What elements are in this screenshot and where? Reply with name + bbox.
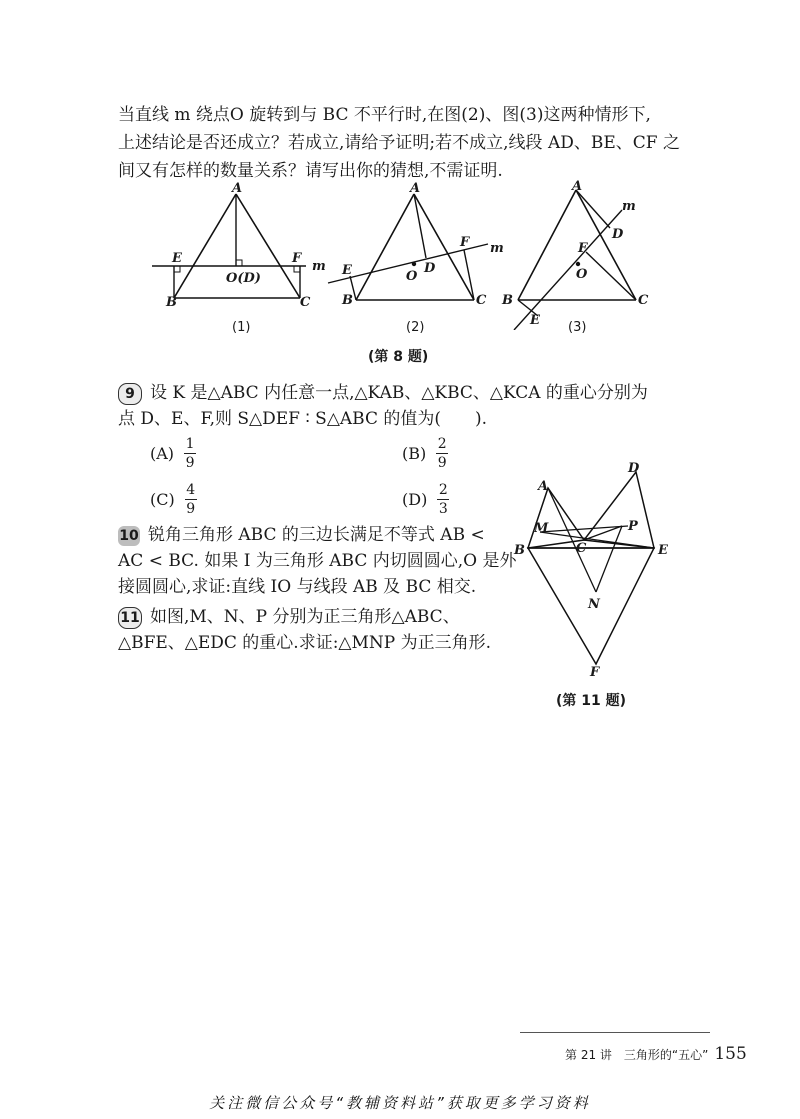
q10-line-1 bbox=[118, 522, 518, 548]
q9-option-c bbox=[150, 482, 197, 517]
q11-text-1: 如图,M、N、P 分别为正三角形△ABC、 bbox=[150, 607, 460, 627]
page-footer bbox=[565, 1044, 747, 1064]
option-fraction: $\frac{2}{9}$ bbox=[437, 436, 447, 471]
lecture-title: 第 21 讲 三角形的“五心” bbox=[565, 1048, 709, 1062]
fig11-caption: (第 11 题) bbox=[556, 693, 627, 709]
q9-option-a bbox=[150, 436, 196, 471]
label-E: E bbox=[530, 313, 540, 328]
label-C: C bbox=[576, 541, 587, 556]
option-fraction: $\frac{1}{9}$ bbox=[185, 436, 195, 471]
intro-line-2: 上述结论是否还成立？若成立,请给予证明;若不成立,线段 AD、BE、CF 之 bbox=[118, 133, 680, 153]
label-m: m bbox=[312, 259, 326, 274]
label-C: C bbox=[476, 293, 487, 308]
footer-rule bbox=[520, 1032, 710, 1033]
q9-line-1 bbox=[118, 380, 698, 406]
label-F: F bbox=[578, 241, 588, 256]
option-label: (D) bbox=[402, 490, 428, 509]
fig8-sub3: (3) bbox=[568, 320, 587, 335]
label-OD: O(D) bbox=[226, 271, 261, 286]
watermark: 关注微信公众号“教辅资料站”获取更多学习资料 bbox=[209, 1094, 591, 1112]
label-C: C bbox=[300, 295, 311, 310]
label-N: N bbox=[588, 597, 600, 612]
q10-number: 10 bbox=[119, 528, 139, 544]
figure-8-3 bbox=[498, 180, 668, 330]
label-A: A bbox=[538, 479, 549, 494]
option-label: (C) bbox=[150, 490, 175, 509]
option-label: (A) bbox=[150, 444, 175, 463]
q9-text-1: 设 K 是△ABC 内任意一点,△KAB、△KBC、△KCA 的重心分别为 bbox=[150, 383, 648, 403]
label-E: E bbox=[658, 543, 668, 558]
q9-option-b bbox=[402, 436, 448, 471]
label-B: B bbox=[342, 293, 353, 308]
label-F: F bbox=[292, 251, 302, 266]
intro-line-3: 间又有怎样的数量关系？请写出你的猜想,不需证明. bbox=[118, 161, 503, 181]
label-E: E bbox=[172, 251, 182, 266]
label-B: B bbox=[502, 293, 513, 308]
q9-number: 9 bbox=[118, 383, 142, 405]
q11-number: 11 bbox=[118, 607, 142, 629]
label-O: O bbox=[576, 267, 588, 282]
label-F: F bbox=[590, 665, 600, 680]
q9-option-d bbox=[402, 482, 449, 517]
q11-line-1 bbox=[118, 604, 518, 630]
label-A: A bbox=[410, 181, 421, 196]
label-C: C bbox=[638, 293, 649, 308]
fig8-caption: (第 8 题) bbox=[368, 349, 429, 365]
figure-8-2 bbox=[320, 180, 510, 310]
intro-line-1: 当直线 m 绕点O 旋转到与 BC 不平行时,在图(2)、图(3)这两种情形下, bbox=[118, 105, 651, 125]
q10-text-1: 锐角三角形 ABC 的三边长满足不等式 AB < bbox=[148, 525, 485, 545]
option-label: (B) bbox=[402, 444, 427, 463]
figure-11 bbox=[510, 460, 680, 680]
label-E: E bbox=[342, 263, 352, 278]
label-M: M bbox=[534, 521, 549, 536]
page-number: 155 bbox=[714, 1044, 747, 1064]
label-A: A bbox=[232, 181, 243, 196]
q10-line-3: 接圆圆心,求证:直线 IO 与线段 AB 及 BC 相交. bbox=[118, 577, 477, 597]
label-D: D bbox=[612, 227, 624, 242]
label-m: m bbox=[622, 199, 636, 214]
q9-line-2: 点 D、E、F,则 S△DEF ∶ S△ABC 的值为( ). bbox=[118, 409, 488, 429]
fig8-sub2: (2) bbox=[406, 320, 425, 335]
label-A: A bbox=[572, 180, 583, 194]
option-fraction: $\frac{4}{9}$ bbox=[186, 482, 196, 517]
label-B: B bbox=[514, 543, 525, 558]
label-D: D bbox=[628, 461, 640, 476]
label-D: D bbox=[424, 261, 436, 276]
label-m: m bbox=[490, 241, 504, 256]
label-B: B bbox=[166, 295, 177, 310]
q10-line-2: AC < BC. 如果 I 为三角形 ABC 内切圆圆心,O 是外 bbox=[118, 551, 517, 571]
fig8-sub1: (1) bbox=[232, 320, 251, 335]
option-fraction: $\frac{2}{3}$ bbox=[438, 482, 448, 517]
label-P: P bbox=[628, 519, 638, 534]
figure-8-1 bbox=[148, 180, 338, 310]
q11-line-2: △BFE、△EDC 的重心.求证:△MNP 为正三角形. bbox=[118, 633, 492, 653]
label-O: O bbox=[406, 269, 418, 284]
label-F: F bbox=[460, 235, 470, 250]
